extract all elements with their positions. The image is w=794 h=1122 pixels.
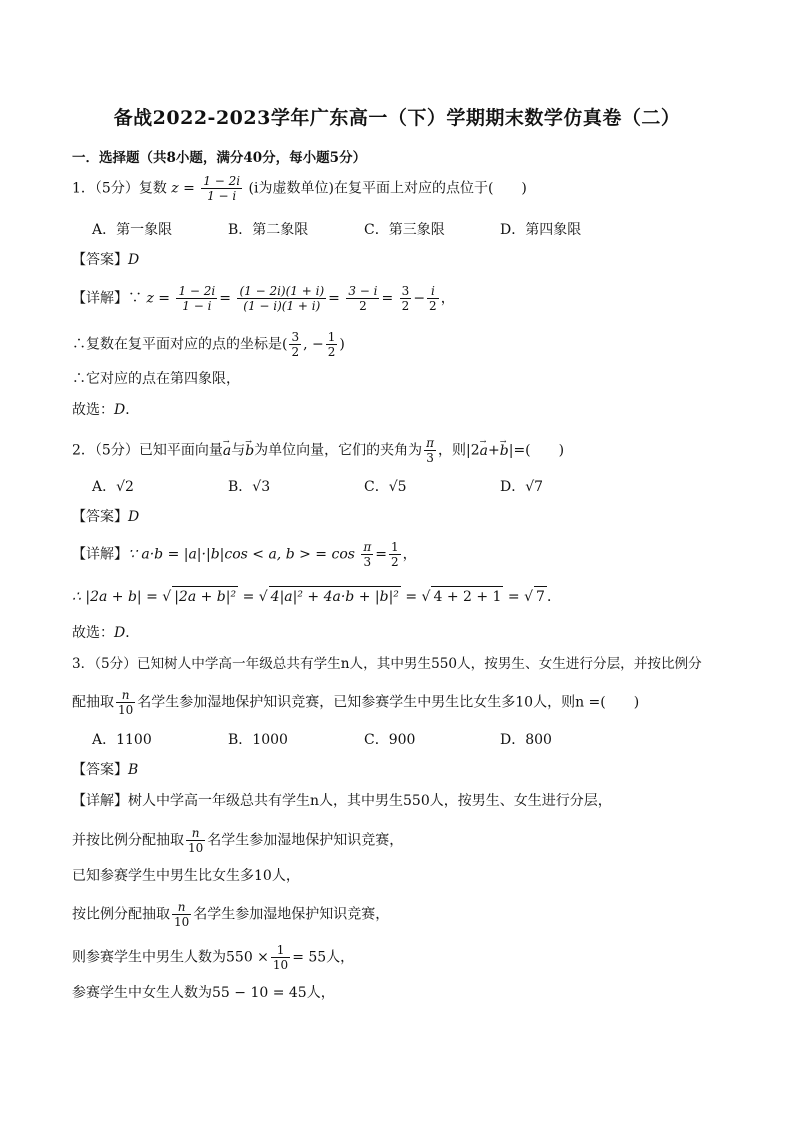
q3-answer: 【答案】B xyxy=(72,762,139,778)
q1-quadrant: ∴它对应的点在第四象限， xyxy=(72,371,240,387)
q3-detail-6: 参赛学生中女生人数为55 − 10 = 45人， xyxy=(72,985,335,1001)
q2-detail-1: 【详解】∵ a·b = |a|·|b|cos < a, b > = cos $\frac{\pi}{3}$ = $\frac{1}{2}$ ， xyxy=(72,540,417,569)
question-3-line-2: 配抽取 $\frac{n}{10}$ 名学生参加湿地保护知识竞赛，已知参赛学生中男生比女生多10人，则n =( ) xyxy=(72,688,640,717)
q1-paren: (i为虚数单位) xyxy=(248,180,334,197)
q1-fraction: $\frac{1 - 2i}{1 - i}$ xyxy=(203,174,241,203)
q3-detail-3: 已知参赛学生中男生比女生多10人， xyxy=(72,868,300,884)
section-heading: 一．选择题（共8小题，满分40分，每小题5分） xyxy=(72,150,367,166)
q2-option-b: B．√3 xyxy=(228,479,271,495)
page-title: 备战2022-2023学年广东高一（下）学期期末数学仿真卷（二） xyxy=(113,107,681,129)
q2-answer: 【答案】D xyxy=(72,509,140,525)
q1-option-b: B．第二象限 xyxy=(228,222,309,238)
q1-prefix: 1．（5分）复数 xyxy=(72,180,167,197)
q1-suffix: 在复平面上对应的点位于( ) xyxy=(333,180,527,197)
q1-option-d: D．第四象限 xyxy=(500,222,582,238)
q3-detail-2: 并按比例分配抽取 $\frac{n}{10}$ 名学生参加湿地保护知识竞赛， xyxy=(72,826,404,855)
q1-option-c: C．第三象限 xyxy=(364,222,445,238)
q1-coordinate: ∴复数在复平面对应的点的坐标是( $\frac{3}{2}$ , − $\frac{1}{2}$ ) xyxy=(72,330,345,359)
q2-option-c: C．√5 xyxy=(364,479,407,495)
q3-detail-5: 则参赛学生中男生人数为550 × $\frac{1}{10}$ = 55人， xyxy=(72,943,355,972)
q3-option-c: C．900 xyxy=(364,732,416,748)
q3-option-b: B．1000 xyxy=(228,732,288,748)
q2-choose: 故选：D． xyxy=(72,625,140,641)
q1-detail: 【详解】∵ z = $\frac{1 - 2i}{1 - i}$ = $\frac{(1 - 2i)(1 + i)}{(1 - i)(1 + i)}$ = $\frac{3 - i}{2}$ = $\frac{3}{2}$ − $\frac{i}{2}$ ， xyxy=(72,284,455,313)
q1-z: z = xyxy=(171,180,195,197)
q1-option-a: A．第一象限 xyxy=(92,222,173,238)
q3-option-a: A．1100 xyxy=(92,732,152,748)
q1-answer: 【答案】D xyxy=(72,252,140,268)
q3-detail-1: 【详解】树人中学高一年级总共有学生n人，其中男生550人，按男生、女生进行分层， xyxy=(72,793,612,809)
q3-detail-4: 按比例分配抽取 $\frac{n}{10}$ 名学生参加湿地保护知识竞赛， xyxy=(72,900,390,929)
q3-option-d: D．800 xyxy=(500,732,552,748)
question-2: 2．（5分）已知平面向量a →与b →为单位向量，它们的夹角为 $\frac{\pi}{3}$ ，则|2a →+b →|=( ) xyxy=(72,436,564,465)
q2-option-a: A．√2 xyxy=(92,479,134,495)
question-1 xyxy=(72,174,527,203)
q2-detail-2: ∴ |2a + b| = √ |2a + b|² = √ 4|a|² + 4a·b + |b|² = √ 4 + 2 + 1 = √ 7 ． xyxy=(72,586,561,607)
q2-option-d: D．√7 xyxy=(500,479,544,495)
q1-choose: 故选：D． xyxy=(72,402,140,418)
question-3-line-1: 3．（5分）已知树人中学高一年级总共有学生n人，其中男生550人，按男生、女生进行分层，并按比例分 xyxy=(72,656,702,672)
